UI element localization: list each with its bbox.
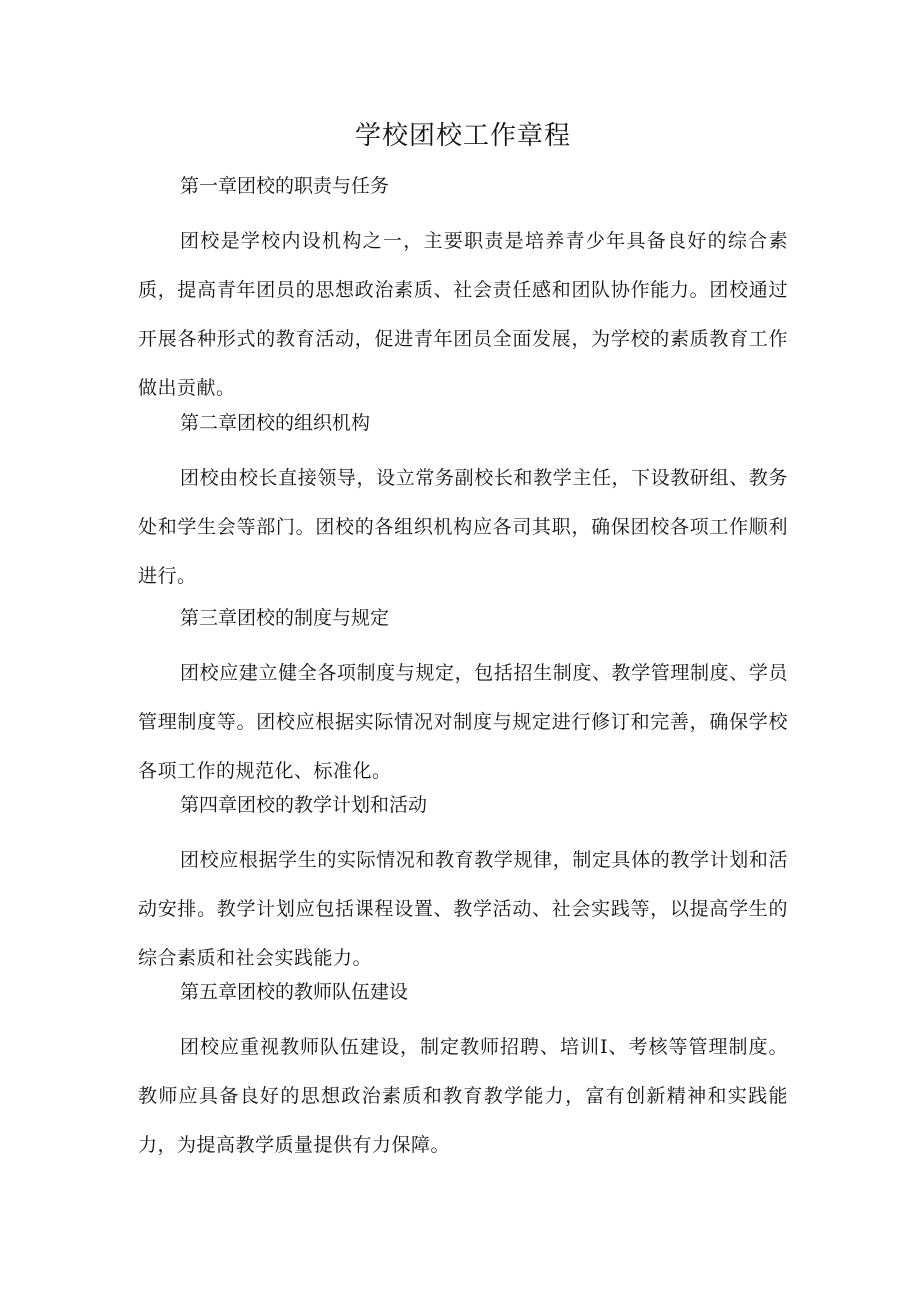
chapter-heading: 第二章团校的组织机构: [180, 412, 371, 434]
chapter-3: [138, 600, 788, 796]
chapter-heading: 第三章团校的制度与规定: [180, 607, 390, 629]
chapter-body: 团校由校长直接领导，设立常务副校长和教学主任，下设教研组、教务处和学生会等部门。团校的各组织机构应各司其职，确保团校各项工作顺利进行。: [138, 467, 788, 587]
chapter-body: 团校是学校内设机构之一，主要职责是培养青少年具备良好的综合素质，提高青年团员的思想政治素质、社会责任感和团队协作能力。团校通过开展各种形式的教育活动，促进青年团员全面发展，为学校的素质教育工作做出贡献。: [138, 230, 788, 399]
chapter-1: [138, 168, 788, 413]
chapter-heading: 第一章团校的职责与任务: [180, 175, 390, 197]
chapter-heading: 第五章团校的教师队伍建设: [180, 981, 409, 1003]
chapter-body: 团校应根据学生的实际情况和教育教学规律，制定具体的教学计划和活动安排。教学计划应包括课程设置、教学活动、社会实践等，以提高学生的综合素质和社会实践能力。: [138, 849, 788, 969]
chapter-body: 团校应建立健全各项制度与规定，包括招生制度、教学管理制度、学员管理制度等。团校应根据实际情况对制度与规定进行修订和完善，确保学校各项工作的规范化、标准化。: [138, 662, 788, 782]
chapter-5: [138, 974, 788, 1170]
chapter-heading: 第四章团校的教学计划和活动: [180, 794, 428, 816]
document-title: 学校团校工作章程: [354, 121, 571, 151]
chapter-4: [138, 787, 788, 983]
chapter-2: [138, 405, 788, 601]
chapter-body: 团校应重视教师队伍建设，制定教师招聘、培训I、考核等管理制度。教师应具备良好的思想政治素质和教育教学能力，富有创新精神和实践能力，为提高教学质量提供有力保障。: [138, 1036, 788, 1156]
